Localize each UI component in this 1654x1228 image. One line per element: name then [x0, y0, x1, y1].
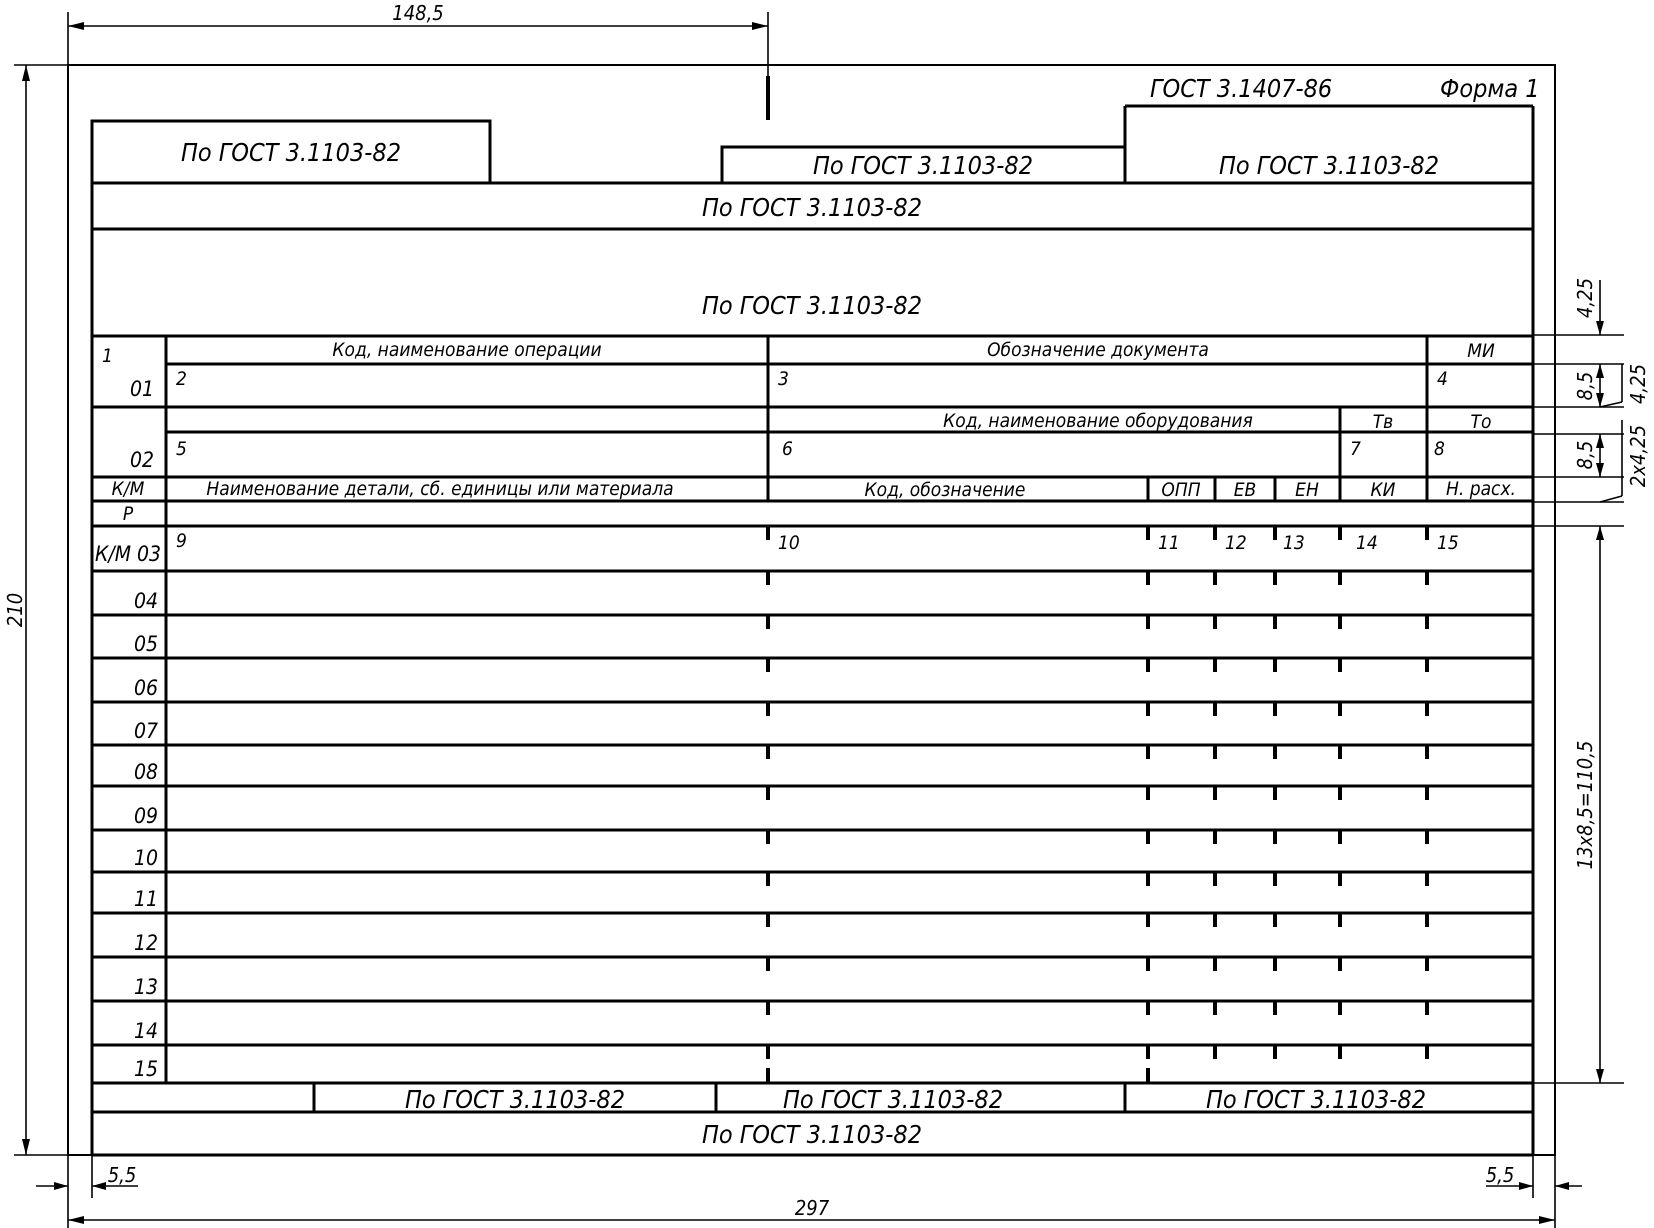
cell-8: 8: [1434, 438, 1445, 460]
ref-top-right: По ГОСТ 3.1103-82: [1218, 151, 1440, 180]
row-number: 11: [133, 887, 158, 911]
cell-14: 14: [1356, 532, 1378, 554]
form-label: Форма 1: [1440, 74, 1540, 103]
dim-height: 210: [3, 592, 27, 628]
ref-bottom-strip: По ГОСТ 3.1103-82: [701, 1120, 923, 1149]
title-block: [1150, 74, 1540, 103]
dim-13x85: 13х8,5=110,5: [1573, 740, 1597, 870]
cell-7: 7: [1350, 438, 1361, 460]
row-number: 08: [133, 760, 158, 784]
cell-01: 01: [130, 377, 155, 401]
form-grid: [92, 106, 1533, 1155]
row-number: 12: [133, 931, 158, 955]
dim-half-width: 148,5: [392, 1, 444, 25]
cell-6: 6: [782, 438, 793, 460]
cell-02: 02: [130, 448, 155, 472]
column-ticks: [768, 526, 1427, 1083]
hdr-kod-oboznachenie: Код, обозначение: [864, 479, 1026, 501]
row-number: 09: [133, 804, 158, 828]
cell-12: 12: [1225, 532, 1247, 554]
hdr-en: ЕН: [1295, 479, 1319, 501]
row-number: 05: [133, 632, 158, 656]
dim-425-b: 4,25: [1626, 363, 1650, 405]
cell-13: 13: [1283, 532, 1305, 554]
cell-15: 15: [1437, 532, 1459, 554]
hdr-oboznachenie-doc: Обозначение документа: [987, 339, 1209, 361]
reference-blocks: [181, 138, 1439, 1149]
dim-margin-left: 5,5: [107, 1163, 137, 1187]
hdr-mi: МИ: [1467, 340, 1495, 362]
dim-2x425: 2х4,25: [1626, 424, 1650, 488]
hdr-tv: Тв: [1372, 411, 1394, 433]
row-number: 07: [133, 719, 158, 743]
ref-header-area: По ГОСТ 3.1103-82: [701, 291, 923, 320]
dim-85-b: 8,5: [1573, 440, 1597, 470]
dim-425: 4,25: [1573, 277, 1597, 319]
cell-numbers: [102, 345, 1459, 554]
hdr-to: То: [1470, 411, 1492, 433]
hdr-km03: К/М 03: [94, 542, 162, 566]
ref-top-left: По ГОСТ 3.1103-82: [180, 138, 402, 167]
hdr-kod-operacii: Код, наименование операции: [332, 339, 602, 361]
dim-width: 297: [794, 1196, 830, 1220]
ref-bottom-3: По ГОСТ 3.1103-82: [1205, 1085, 1427, 1114]
cell-4: 4: [1437, 368, 1448, 390]
cell-1: 1: [102, 345, 113, 367]
cell-10: 10: [778, 532, 800, 554]
dim-margin-right: 5,5: [1485, 1163, 1515, 1187]
cell-2: 2: [176, 368, 187, 390]
row-number: 14: [133, 1019, 158, 1043]
cell-9: 9: [176, 530, 187, 552]
cell-5: 5: [176, 438, 187, 460]
row-number: 15: [133, 1057, 158, 1081]
hdr-kod-oborudovaniya: Код, наименование оборудования: [943, 410, 1253, 432]
hdr-ev: ЕВ: [1233, 479, 1257, 501]
hdr-p: Р: [122, 503, 134, 525]
ref-header-strip: По ГОСТ 3.1103-82: [701, 193, 923, 222]
ref-top-middle: По ГОСТ 3.1103-82: [812, 151, 1034, 180]
hdr-km: К/М: [111, 478, 145, 500]
cell-3: 3: [778, 368, 789, 390]
gost-number: ГОСТ 3.1407-86: [1150, 74, 1333, 103]
hdr-ki: КИ: [1370, 479, 1396, 501]
row-numbers: [134, 589, 158, 1081]
ref-bottom-2: По ГОСТ 3.1103-82: [782, 1085, 1004, 1114]
hdr-naimenovanie: Наименование детали, сб. единицы или материала: [206, 478, 674, 500]
dim-85-a: 8,5: [1573, 371, 1597, 401]
hdr-n-rash: Н. расх.: [1446, 478, 1516, 500]
row-number: 04: [133, 589, 158, 613]
row-number: 10: [133, 846, 158, 870]
cell-11: 11: [1158, 532, 1180, 554]
row-number: 13: [133, 975, 158, 999]
hdr-opp: ОПП: [1161, 479, 1201, 501]
row-number: 06: [133, 676, 158, 700]
ref-bottom-1: По ГОСТ 3.1103-82: [404, 1085, 626, 1114]
